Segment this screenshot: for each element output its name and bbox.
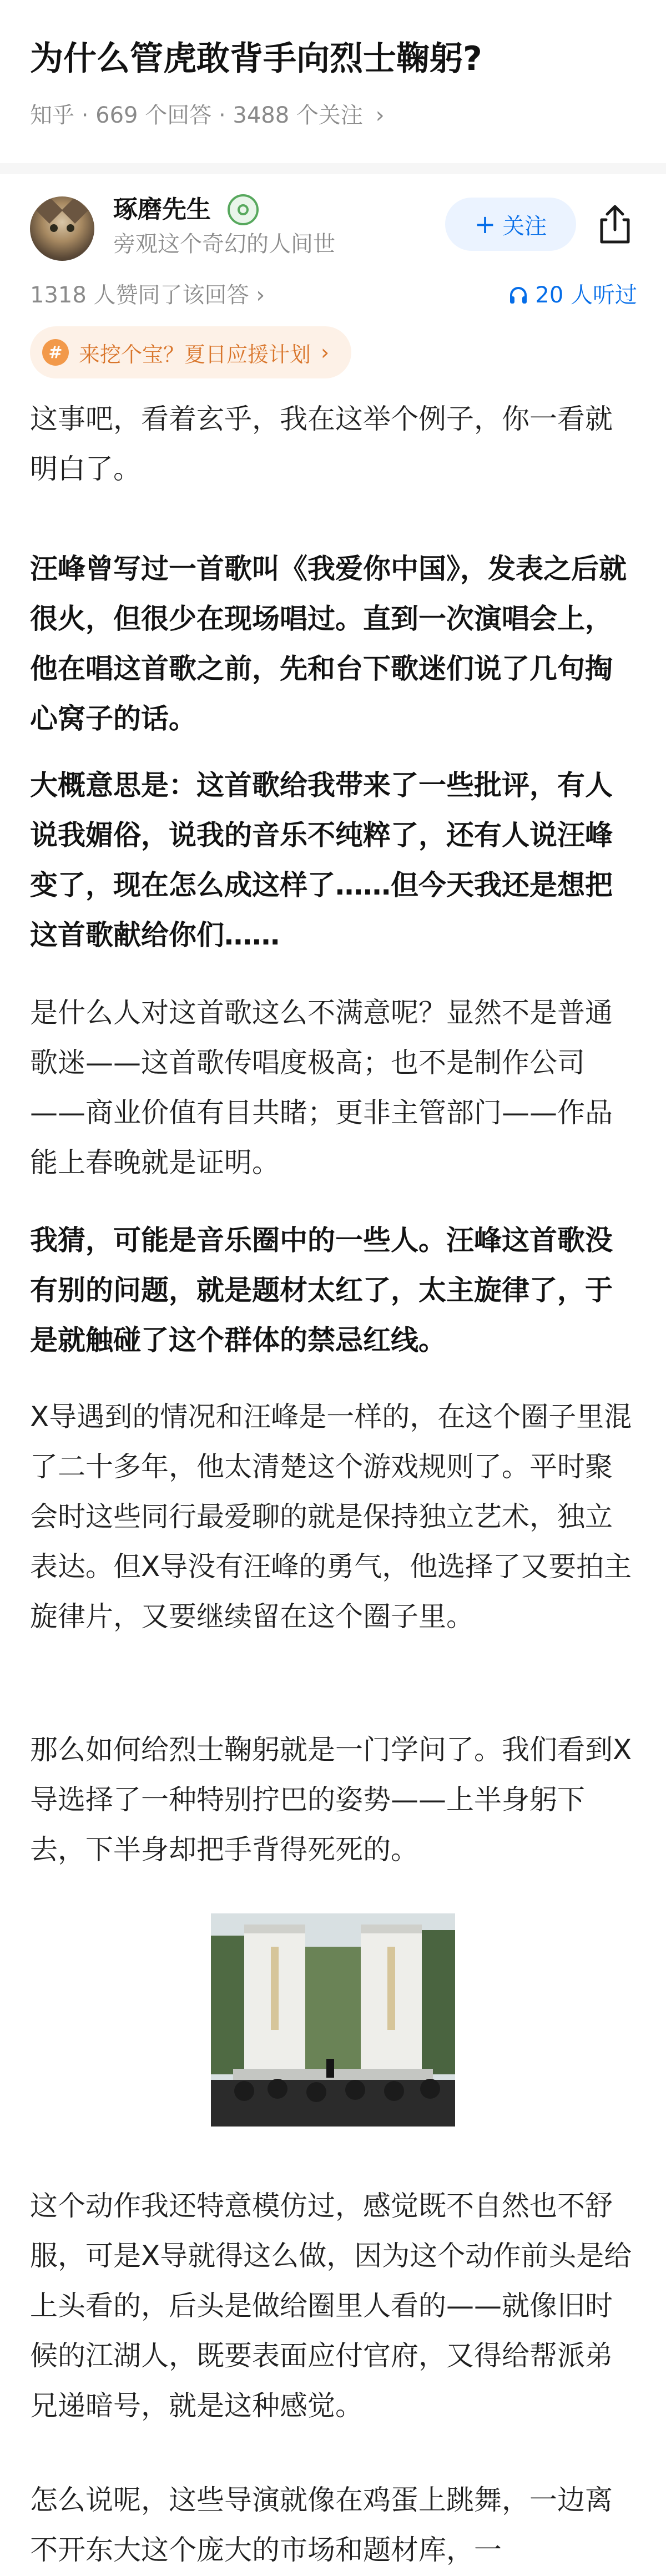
answer-paragraph: 怎么说呢，这些导演就像在鸡蛋上跳舞，一边离不开东大这个庞大的市场和题材库，一 [30, 2484, 613, 2566]
answer-paragraph: 是什么人对这首歌这么不满意呢？显然不是普通歌迷——这首歌传唱度极高；也不是制作公司——商业价值有目共睹；更非主管部门——作品能上春晚就是证明。 [30, 997, 613, 1179]
answer-paragraph: 汪峰曾写过一首歌叫《我爱你中国》，发表之后就很火，但很少在现场唱过。直到一次演唱会上，他在唱这首歌之前，先和台下歌迷们说了几句掏心窝子的话。 [30, 553, 627, 735]
answer-paragraph: 那么如何给烈士鞠躬就是一门学问了。我们看到X导选择了一种特别拧巴的姿势——上半身躬下去，下半身却把手背得死死的。 [30, 1734, 632, 1866]
hashtag-icon: # [42, 339, 69, 366]
source-label: 知乎 [30, 103, 74, 128]
share-icon[interactable] [592, 201, 638, 248]
author-bio: 旁观这个奇幻的人间世 [113, 231, 335, 257]
cat-eye-icon [67, 224, 74, 232]
answer-paragraph: 大概意思是：这首歌给我带来了一些批评，有人说我媚俗，说我的音乐不纯粹了，还有人说汪峰变了，现在怎么成这样了……但今天我还是想把这首歌献给你们…… [30, 769, 613, 951]
follow-label: 关注 [502, 213, 547, 239]
section-divider [0, 163, 666, 174]
chevron-right-icon: › [321, 340, 330, 365]
chevron-right-icon: › [375, 103, 385, 128]
answers-count: 669 个回答 [95, 103, 212, 128]
author-name[interactable]: 琢磨先生 [113, 195, 211, 224]
verified-badge-icon[interactable] [228, 194, 259, 225]
answer-paragraph: X导遇到的情况和汪峰是一样的，在这个圈子里混了二十多年，他太清楚这个游戏规则了。平时聚会时这些同行最爱聊的就是保持独立艺术，独立表达。但X导没有汪峰的勇气，他选择了又要拍主旋律片，又要继续留在这个圈子里。 [30, 1401, 632, 1633]
cat-eye-icon [50, 224, 58, 232]
answer-paragraph: 这个动作我还特意模仿过，感觉既不自然也不舒服，可是X导就得这么做，因为这个动作前头是给上头看的，后头是做给圈里人看的——就像旧时候的江湖人，既要表面应付官府，又得给帮派弟兄递暗号，就是这种感觉。 [30, 2190, 632, 2422]
cat-ear-icon [36, 197, 63, 224]
likes-count[interactable] [30, 277, 265, 313]
cat-ear-icon [62, 197, 88, 224]
listen-label: 20 人听过 [535, 282, 637, 308]
follow-button[interactable] [445, 198, 576, 251]
promo-banner[interactable] [30, 326, 351, 378]
likes-label: 1318 人赞同了该回答 [30, 282, 249, 308]
author-avatar[interactable] [30, 196, 94, 261]
question-meta[interactable] [30, 99, 385, 132]
chevron-right-icon: › [256, 282, 265, 308]
question-title[interactable]: 为什么管虎敢背手向烈士鞠躬? [30, 39, 482, 78]
meta-separator: · [218, 103, 226, 128]
headphones-icon [508, 285, 528, 305]
answer-paragraph: 我猜，可能是音乐圈中的一些人。汪峰这首歌没有别的问题，就是题材太红了，太主旋律了，于是就触碰了这个群体的禁忌红线。 [30, 1224, 613, 1356]
meta-separator: · [81, 103, 89, 128]
followers-count: 3488 个关注 [233, 103, 363, 128]
plus-icon: + [474, 209, 496, 239]
listen-count[interactable] [508, 277, 637, 313]
answer-paragraph: 这事吧，看着玄乎，我在这举个例子，你一看就明白了。 [30, 403, 613, 485]
promo-label: 来挖个宝？夏日应援计划 [79, 342, 311, 367]
memorial-photo[interactable] [211, 1913, 455, 2127]
